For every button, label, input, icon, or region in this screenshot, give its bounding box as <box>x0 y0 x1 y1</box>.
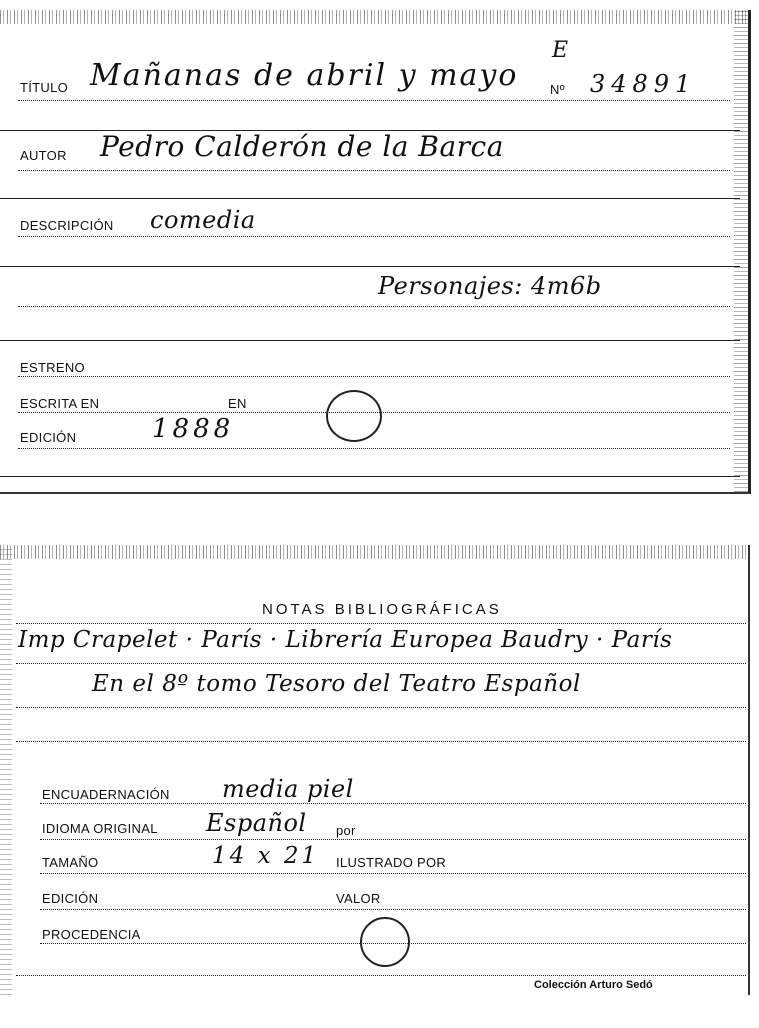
catalog-card-top <box>0 10 751 494</box>
idioma-value: Español <box>206 809 307 837</box>
rule-descripcion <box>18 236 730 237</box>
rule-4 <box>0 340 740 341</box>
autor-label: AUTOR <box>20 148 67 163</box>
notas-line-2: En el 8º tomo Tesoro del Teatro Español <box>92 671 581 697</box>
autor-value: Pedro Calderón de la Barca <box>100 130 504 163</box>
rule-5 <box>0 476 740 477</box>
rule-notas-title <box>16 623 746 624</box>
rule-titulo <box>18 100 730 101</box>
encuadernacion-value: media piel <box>222 775 354 803</box>
rule-personajes <box>18 306 730 307</box>
rule-2 <box>0 198 740 199</box>
rule-notas-1 <box>16 663 746 664</box>
estreno-label: ESTRENO <box>20 360 85 375</box>
library-stamp <box>326 390 382 442</box>
scan-noise-right <box>734 10 748 492</box>
scan-noise-top <box>0 10 748 24</box>
collection-credit: Colección Arturo Sedó <box>534 979 653 991</box>
personajes-value: Personajes: 4m6b <box>378 272 602 300</box>
en-label: EN <box>228 396 247 411</box>
rule-autor <box>18 170 730 171</box>
valor-label: VALOR <box>336 891 381 906</box>
titulo-value: Mañanas de abril y mayo <box>90 58 519 93</box>
tamano-value: 14 x 21 <box>212 843 320 869</box>
rule-edicion <box>18 448 730 449</box>
scan-noise-top-2 <box>0 545 748 559</box>
procedencia-label: PROCEDENCIA <box>42 927 141 942</box>
catalog-card-bottom <box>0 545 750 995</box>
notas-title: NOTAS BIBLIOGRÁFICAS <box>262 601 502 618</box>
edicion-label-top: EDICIÓN <box>20 430 77 445</box>
rule-notas-2 <box>16 707 746 708</box>
rule-edicion-bottom <box>40 909 746 910</box>
titulo-label: TÍTULO <box>20 80 69 95</box>
encuadernacion-label: ENCUADERNACIÓN <box>42 787 170 802</box>
rule-idioma <box>40 839 746 840</box>
rule-3 <box>0 266 740 267</box>
rule-encuadernacion <box>40 803 746 804</box>
escrita-en-label: ESCRITA EN <box>20 396 100 411</box>
rule-estreno <box>18 376 730 377</box>
rule-bottom-end <box>16 975 746 976</box>
por-label: por <box>336 823 356 838</box>
numero-label: Nº <box>550 82 565 97</box>
edicion-value-top: 1888 <box>152 414 235 444</box>
numero-prefix: E <box>552 38 569 63</box>
tamano-label: TAMAÑO <box>42 855 99 870</box>
edicion-label-bottom: EDICIÓN <box>42 891 99 906</box>
numero-value: 34891 <box>590 70 697 98</box>
notas-line-1: Imp Crapelet · París · Librería Europea Baudry · París <box>18 627 673 653</box>
library-stamp-bottom <box>360 917 410 967</box>
idioma-label: IDIOMA ORIGINAL <box>42 821 158 836</box>
rule-notas-3 <box>16 741 746 742</box>
ilustrado-label: ILUSTRADO POR <box>336 855 447 870</box>
rule-tamano <box>40 873 746 874</box>
descripcion-label: DESCRIPCIÓN <box>20 218 114 233</box>
scan-noise-left <box>0 545 12 995</box>
descripcion-value: comedia <box>150 206 256 234</box>
